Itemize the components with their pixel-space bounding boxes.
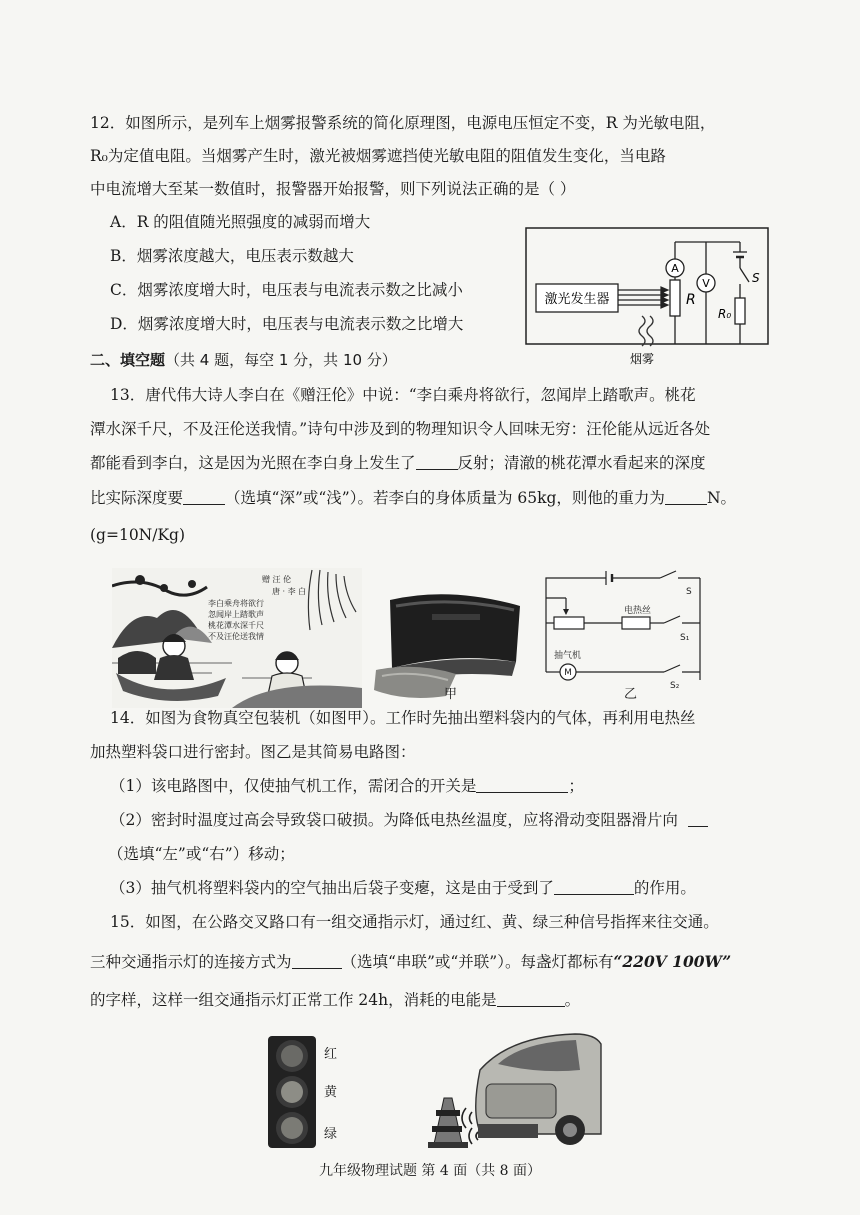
q15-line2-text: 三种交通指示灯的连接方式为 bbox=[90, 953, 292, 971]
poem-couplet-3: 桃花潭水深千尺 bbox=[208, 621, 264, 630]
heater-label: 电热丝 bbox=[624, 606, 652, 616]
q14-sub1-text: （1）该电路图中，仅使抽气机工作，需闭合的开关是 bbox=[110, 777, 477, 795]
motor-label: M bbox=[564, 668, 572, 678]
q15-line2-text-b: （选填“串联”或“并联”）。每盏灯都标有 bbox=[341, 953, 614, 971]
switch-s-label: S bbox=[752, 271, 760, 285]
ammeter-label: A bbox=[671, 262, 679, 275]
r0-label: R₀ bbox=[718, 307, 732, 321]
q15-blank-1[interactable] bbox=[292, 952, 342, 969]
q15-line3 bbox=[90, 989, 580, 1011]
switch-s-label: S bbox=[686, 587, 692, 597]
traffic-light-figure bbox=[266, 1034, 356, 1154]
q14-sub2-text: （2）密封时温度过高会导致袋口破损。为降低电热丝温度，应将滑动变阻器滑片向 bbox=[110, 811, 678, 829]
q15-line2 bbox=[90, 951, 731, 973]
section-title: 二、填空题 bbox=[90, 351, 166, 369]
q12-option-d[interactable]: D．烟雾浓度增大时，电压表与电流表示数之比增大 bbox=[110, 315, 464, 333]
poem-couplet-2: 忽闻岸上踏歌声 bbox=[208, 610, 264, 619]
car-parking-sensor-figure bbox=[420, 1030, 605, 1152]
fig-yi-label: 乙 bbox=[624, 687, 638, 702]
q13-line3 bbox=[90, 452, 706, 474]
q13-line2: 潭水深千尺，不及汪伦送我情。”诗句中涉及到的物理知识令人回味无穷：汪伦能从远近各处 bbox=[90, 420, 711, 438]
q13-blank-1[interactable] bbox=[416, 453, 458, 470]
photoresistor-label: R bbox=[686, 292, 696, 308]
yellow-light-label: 黄 bbox=[324, 1085, 338, 1100]
smoke-alarm-circuit-figure bbox=[522, 224, 772, 369]
q14-sub1 bbox=[110, 775, 584, 797]
section-heading bbox=[90, 349, 397, 371]
q13-line4 bbox=[90, 487, 736, 509]
q13-line4-text-b: （选填“深”或“浅”）。若李白的身体质量为 65kg，则他的重力为 bbox=[225, 489, 665, 507]
vacuum-sealer-circuit bbox=[540, 568, 720, 692]
voltmeter-label: V bbox=[702, 277, 710, 290]
q12-line2: R₀为定值电阻。当烟雾产生时，激光被烟雾遮挡使光敏电阻的阻值发生变化，当电路 bbox=[90, 147, 666, 165]
q12-line1: 12．如图所示，是列车上烟雾报警系统的简化原理图，电源电压恒定不变，R 为光敏电阻， bbox=[90, 114, 716, 132]
q15-line3-text: 的字样，这样一组交通指示灯正常工作 24h，消耗的电能是 bbox=[90, 991, 497, 1009]
q13-line1: 13．唐代伟大诗人李白在《赠汪伦》中说：“李白乘舟将欲行，忽闻岸上踏歌声。桃花 bbox=[110, 386, 696, 404]
q14-line2: 加热塑料袋口进行密封。图乙是其简易电路图： bbox=[90, 743, 416, 761]
q14-sub3 bbox=[110, 877, 696, 899]
q12-line3: 中电流增大至某一数值时，报警器开始报警，则下列说法正确的是（ ） bbox=[90, 180, 576, 198]
li-bai-poem-illustration bbox=[112, 568, 362, 708]
q13-line4-text-c: N。 bbox=[706, 489, 737, 507]
poem-author: 唐 · 李 白 bbox=[272, 587, 307, 596]
switch-s2-label: S₂ bbox=[670, 681, 680, 691]
q13-gravity-note: (g=10N/Kg) bbox=[90, 526, 186, 544]
q14-sub3-end: 的作用。 bbox=[633, 879, 696, 897]
q13-line3-text: 都能看到李白，这是因为光照在李白身上发生了 bbox=[90, 454, 416, 472]
q15-blank-2[interactable] bbox=[497, 990, 565, 1007]
fig-jia-label: 甲 bbox=[444, 687, 458, 702]
q14-sub3-text: （3）抽气机将塑料袋内的空气抽出后袋子变瘪，这是由于受到了 bbox=[110, 879, 554, 897]
q14-sub1-end: ； bbox=[568, 777, 584, 795]
poem-couplet-1: 李白乘舟将欲行 bbox=[208, 599, 264, 608]
q15-line3-end: 。 bbox=[564, 991, 581, 1009]
switch-s1-label: S₁ bbox=[680, 633, 690, 643]
poem-couplet-4: 不及汪伦送我情 bbox=[208, 632, 264, 641]
q14-sub2-note: （选填“左”或“右”）移动； bbox=[108, 845, 295, 863]
q13-blank-3[interactable] bbox=[665, 488, 707, 505]
q13-blank-2[interactable] bbox=[183, 488, 225, 505]
q12-option-b[interactable]: B．烟雾浓度越大，电压表示数越大 bbox=[110, 247, 354, 265]
q14-blank-1[interactable] bbox=[476, 776, 568, 793]
q14-line1: 14．如图为食物真空包装机（如图甲）。工作时先抽出塑料袋内的气体，再利用电热丝 bbox=[110, 709, 696, 727]
page-footer: 九年级物理试题 第 4 面（共 8 面） bbox=[318, 1163, 542, 1179]
q12-option-c[interactable]: C．烟雾浓度增大时，电压表与电流表示数之比减小 bbox=[110, 281, 463, 299]
smoke-label: 烟雾 bbox=[630, 352, 655, 366]
laser-generator-label: 激光发生器 bbox=[544, 292, 610, 307]
green-light-label: 绿 bbox=[324, 1127, 338, 1142]
pump-label: 抽气机 bbox=[554, 651, 582, 661]
q12-option-a[interactable]: A．R 的阻值随光照强度的减弱而增大 bbox=[110, 213, 371, 231]
q14-sub2 bbox=[110, 809, 708, 831]
q13-line4-text: 比实际深度要 bbox=[90, 489, 184, 507]
q14-blank-3[interactable] bbox=[554, 878, 634, 895]
q15-line1: 15．如图，在公路交叉路口有一组交通指示灯，通过红、黄、绿三种信号指挥来往交通。 bbox=[110, 913, 719, 931]
q14-blank-2[interactable] bbox=[688, 810, 708, 827]
q15-rating: “220V 100W” bbox=[613, 952, 732, 971]
section-note: （共 4 题，每空 1 分，共 10 分） bbox=[165, 351, 397, 369]
q13-line3-text-b: 反射；清澈的桃花潭水看起来的深度 bbox=[457, 454, 706, 472]
poem-title: 赠 汪 伦 bbox=[262, 575, 292, 584]
red-light-label: 红 bbox=[324, 1047, 338, 1062]
